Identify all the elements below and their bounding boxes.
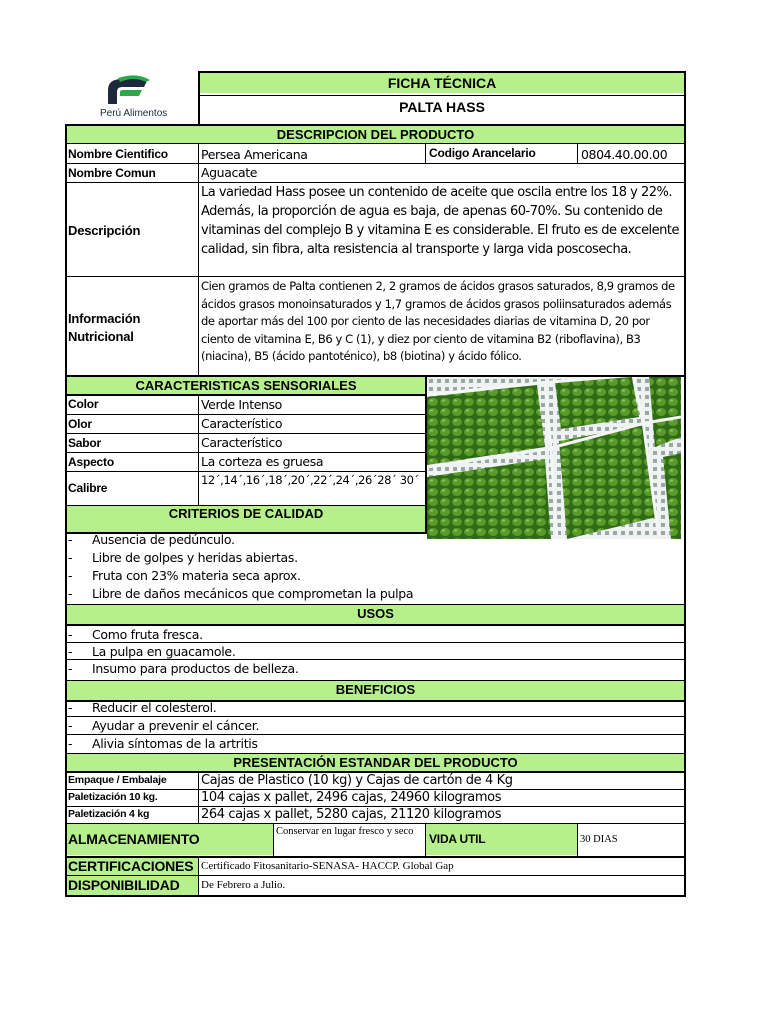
- bullet-dash: -: [68, 644, 73, 659]
- company-logo: [96, 74, 176, 126]
- beneficios-list: [68, 699, 680, 753]
- list-item-text: Insumo para productos de belleza.: [92, 661, 299, 676]
- certificaciones-value: Certificado Fitosanitario-SENASA- HACCP. Global Gap: [201, 860, 454, 872]
- logo-text: Perú Alimentos: [100, 108, 168, 119]
- list-item: [68, 549, 680, 566]
- presentacion-header: PRESENTACIÓN ESTANDAR DEL PRODUCTO: [67, 754, 684, 771]
- vida-util-value: 30 DIAS: [580, 834, 618, 845]
- descripcion-value: La variedad Hass posee un contenido de aceite que oscila entre los 18 y 22%. Además, la proporción de agua es baja, de apenas 60-70%. Su contenido de vitaminas del complejo B y vitamina E es considerable. El fruto es de excelente calidad, sin fibra, alta resistencia al transporte y larga vida poscosecha.: [201, 185, 680, 257]
- bullet-dash: -: [68, 736, 73, 751]
- list-item-text: Alivia síntomas de la artritis: [92, 736, 258, 751]
- info-label: Información Nutricional: [68, 311, 141, 344]
- sensorial-value-aspecto: La corteza es gruesa: [201, 454, 324, 469]
- bullet-dash: -: [68, 700, 73, 715]
- list-item-text: Ausencia de pedúnculo.: [92, 532, 235, 547]
- list-item-text: Fruta con 23% materia seca aprox.: [92, 568, 301, 583]
- bullet-dash: -: [68, 718, 73, 733]
- sensorial-label-aspecto: Aspecto: [68, 455, 114, 469]
- sensorial-value-calibre: 12´,14´,16´,18´,20´,22´,24´,26´28´ 30´: [201, 473, 419, 487]
- list-item-text: La pulpa en guacamole.: [92, 644, 236, 659]
- nombre-cientifico-value: Persea Americana: [201, 147, 308, 162]
- calidad-list: [68, 531, 680, 602]
- bullet-dash: -: [68, 532, 73, 547]
- list-item-text: Como fruta fresca.: [92, 627, 203, 642]
- presentacion-value-empaque: Cajas de Plastico (10 kg) y Cajas de cartón de 4 Kg: [201, 773, 513, 788]
- presentacion-label-pallet10: Paletización 10 kg.: [68, 791, 158, 803]
- list-item: [68, 585, 680, 602]
- codigo-label: Codigo Arancelario: [429, 146, 536, 160]
- vida-util-label: VIDA UTIL: [429, 832, 486, 846]
- bullet-dash: -: [68, 586, 73, 601]
- list-item: [68, 735, 680, 753]
- sensorial-label-color: Color: [68, 397, 99, 411]
- list-item-text: Libre de golpes y heridas abiertas.: [92, 550, 298, 565]
- usos-header: USOS: [67, 605, 684, 624]
- usos-list: [68, 626, 680, 677]
- list-item-text: Reducir el colesterol.: [92, 700, 217, 715]
- codigo-value: 0804.40.00.00: [581, 147, 668, 162]
- nombre-comun-value: Aguacate: [201, 165, 257, 180]
- title-line1: FICHA TÉCNICA: [200, 73, 684, 93]
- avocado-crates-photo: [427, 377, 681, 539]
- bullet-dash: -: [68, 661, 73, 676]
- list-item-text: Libre de daños mecánicos que comprometan la pulpa: [92, 586, 414, 601]
- list-item: [68, 643, 680, 660]
- list-item: [68, 699, 680, 717]
- title-line2: PALTA HASS: [200, 95, 684, 118]
- sensorial-label-calibre: Calibre: [68, 481, 108, 495]
- certificaciones-label: CERTIFICACIONES: [68, 858, 194, 874]
- avocado-crates-icon: [427, 377, 681, 539]
- almacenamiento-label: ALMACENAMIENTO: [68, 831, 200, 847]
- sensorial-value-sabor: Característico: [201, 435, 283, 450]
- list-item: [68, 531, 680, 548]
- info-value: Cien gramos de Palta contienen 2, 2 gramos de ácidos grasos saturados, 8,9 gramos de ácidos grasos monoinsaturados y 1,7 gramos de ácidos grasos poliinsaturados además de aportar más del 100 por ciento de las necesidades diarias de vitamina D, 20 por ciento de vitamina E, B6 y C (1), y diez por ciento de vitamina B2 (riboflavina), B3 (niacina), B5 (ácido pantoténico), b8 (biotina) y ácido fólico.: [201, 279, 675, 363]
- title-block: [198, 71, 686, 126]
- nombre-cientifico-label: Nombre Cientifico: [68, 147, 168, 161]
- descripcion-label: Descripción: [68, 223, 141, 238]
- sensorial-value-color: Verde Intenso: [201, 397, 282, 412]
- list-item: [68, 626, 680, 643]
- bullet-dash: -: [68, 627, 73, 642]
- sensoriales-header: CARACTERISTICAS SENSORIALES: [67, 377, 425, 394]
- almacenamiento-value: Conservar en lugar fresco y seco: [276, 826, 414, 837]
- sensorial-label-sabor: Sabor: [68, 436, 102, 450]
- sensorial-value-olor: Característico: [201, 416, 283, 431]
- list-item: [68, 660, 680, 677]
- peru-alimentos-logo-icon: [96, 74, 176, 108]
- presentacion-value-pallet4: 264 cajas x pallet, 5280 cajas, 21120 kilogramos: [201, 807, 502, 822]
- calidad-header: CRITERIOS DE CALIDAD: [67, 506, 425, 532]
- list-item: [68, 717, 680, 735]
- presentacion-label-empaque: Empaque / Embalaje: [68, 774, 167, 786]
- bullet-dash: -: [68, 550, 73, 565]
- bullet-dash: -: [68, 568, 73, 583]
- descripcion-header: DESCRIPCION DEL PRODUCTO: [67, 126, 684, 144]
- list-item-text: Ayudar a prevenir el cáncer.: [92, 718, 260, 733]
- presentacion-label-pallet4: Paletización 4 kg: [68, 808, 150, 820]
- disponibilidad-label: DISPONIBILIDAD: [68, 877, 180, 893]
- presentacion-value-pallet10: 104 cajas x pallet, 2496 cajas, 24960 kilogramos: [201, 790, 502, 805]
- disponibilidad-value: De Febrero a Julio.: [201, 879, 286, 891]
- beneficios-header: BENEFICIOS: [67, 681, 684, 700]
- sensorial-label-olor: Olor: [68, 417, 92, 431]
- nombre-comun-label: Nombre Comun: [68, 166, 156, 180]
- list-item: [68, 567, 680, 584]
